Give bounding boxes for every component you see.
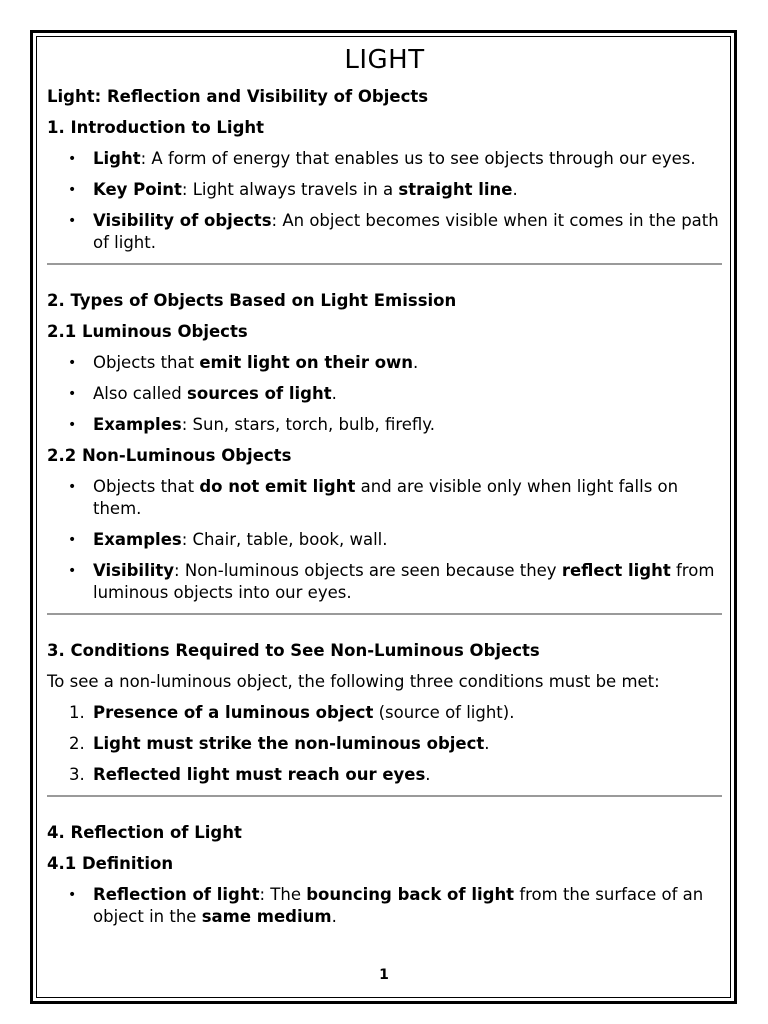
list-item: • Light: A form of energy that enables us to see objects through our eyes. bbox=[47, 148, 722, 170]
list-item: 2. Light must strike the non-luminous object. bbox=[69, 734, 490, 753]
definition-list bbox=[47, 884, 722, 928]
section-2-heading: 2. Types of Objects Based on Light Emission bbox=[47, 291, 457, 310]
conditions-list bbox=[47, 702, 722, 786]
section-divider bbox=[47, 613, 722, 615]
list-item: • Examples: Sun, stars, torch, bulb, firefly. bbox=[47, 414, 722, 436]
list-item: • Also called sources of light. bbox=[47, 383, 722, 405]
subsection-2-2-heading: 2.2 Non-Luminous Objects bbox=[47, 446, 292, 465]
page-number: 1 bbox=[379, 967, 389, 983]
list-item: 1. Presence of a luminous object (source of light). bbox=[69, 703, 515, 722]
list-item: • Reflection of light: The bouncing back of light from the surface of an object in the same medium. bbox=[47, 884, 722, 928]
section-divider bbox=[47, 263, 722, 265]
document-body bbox=[47, 38, 722, 937]
luminous-list bbox=[47, 352, 722, 436]
list-item: • Objects that emit light on their own. bbox=[47, 352, 722, 374]
section-1-heading: 1. Introduction to Light bbox=[47, 118, 265, 137]
page-title: LIGHT bbox=[344, 45, 425, 75]
section-3-heading: 3. Conditions Required to See Non-Luminous Objects bbox=[47, 641, 540, 660]
document-subtitle: Light: Reflection and Visibility of Objects bbox=[47, 87, 429, 106]
list-item: 3. Reflected light must reach our eyes. bbox=[69, 765, 431, 784]
list-item: • Visibility: Non-luminous objects are seen because they reflect light from luminous objects into our eyes. bbox=[47, 560, 722, 604]
subsection-4-1-heading: 4.1 Definition bbox=[47, 854, 174, 873]
list-item: • Examples: Chair, table, book, wall. bbox=[47, 529, 722, 551]
section-1-list bbox=[47, 148, 722, 254]
list-item: • Objects that do not emit light and are visible only when light falls on them. bbox=[47, 476, 722, 520]
section-divider bbox=[47, 795, 722, 797]
subsection-2-1-heading: 2.1 Luminous Objects bbox=[47, 322, 248, 341]
list-item: • Visibility of objects: An object becomes visible when it comes in the path of light. bbox=[47, 210, 722, 254]
list-item: • Key Point: Light always travels in a straight line. bbox=[47, 179, 722, 201]
section-3-intro: To see a non-luminous object, the following three conditions must be met: bbox=[47, 672, 660, 691]
section-4-heading: 4. Reflection of Light bbox=[47, 823, 242, 842]
non-luminous-list bbox=[47, 476, 722, 604]
